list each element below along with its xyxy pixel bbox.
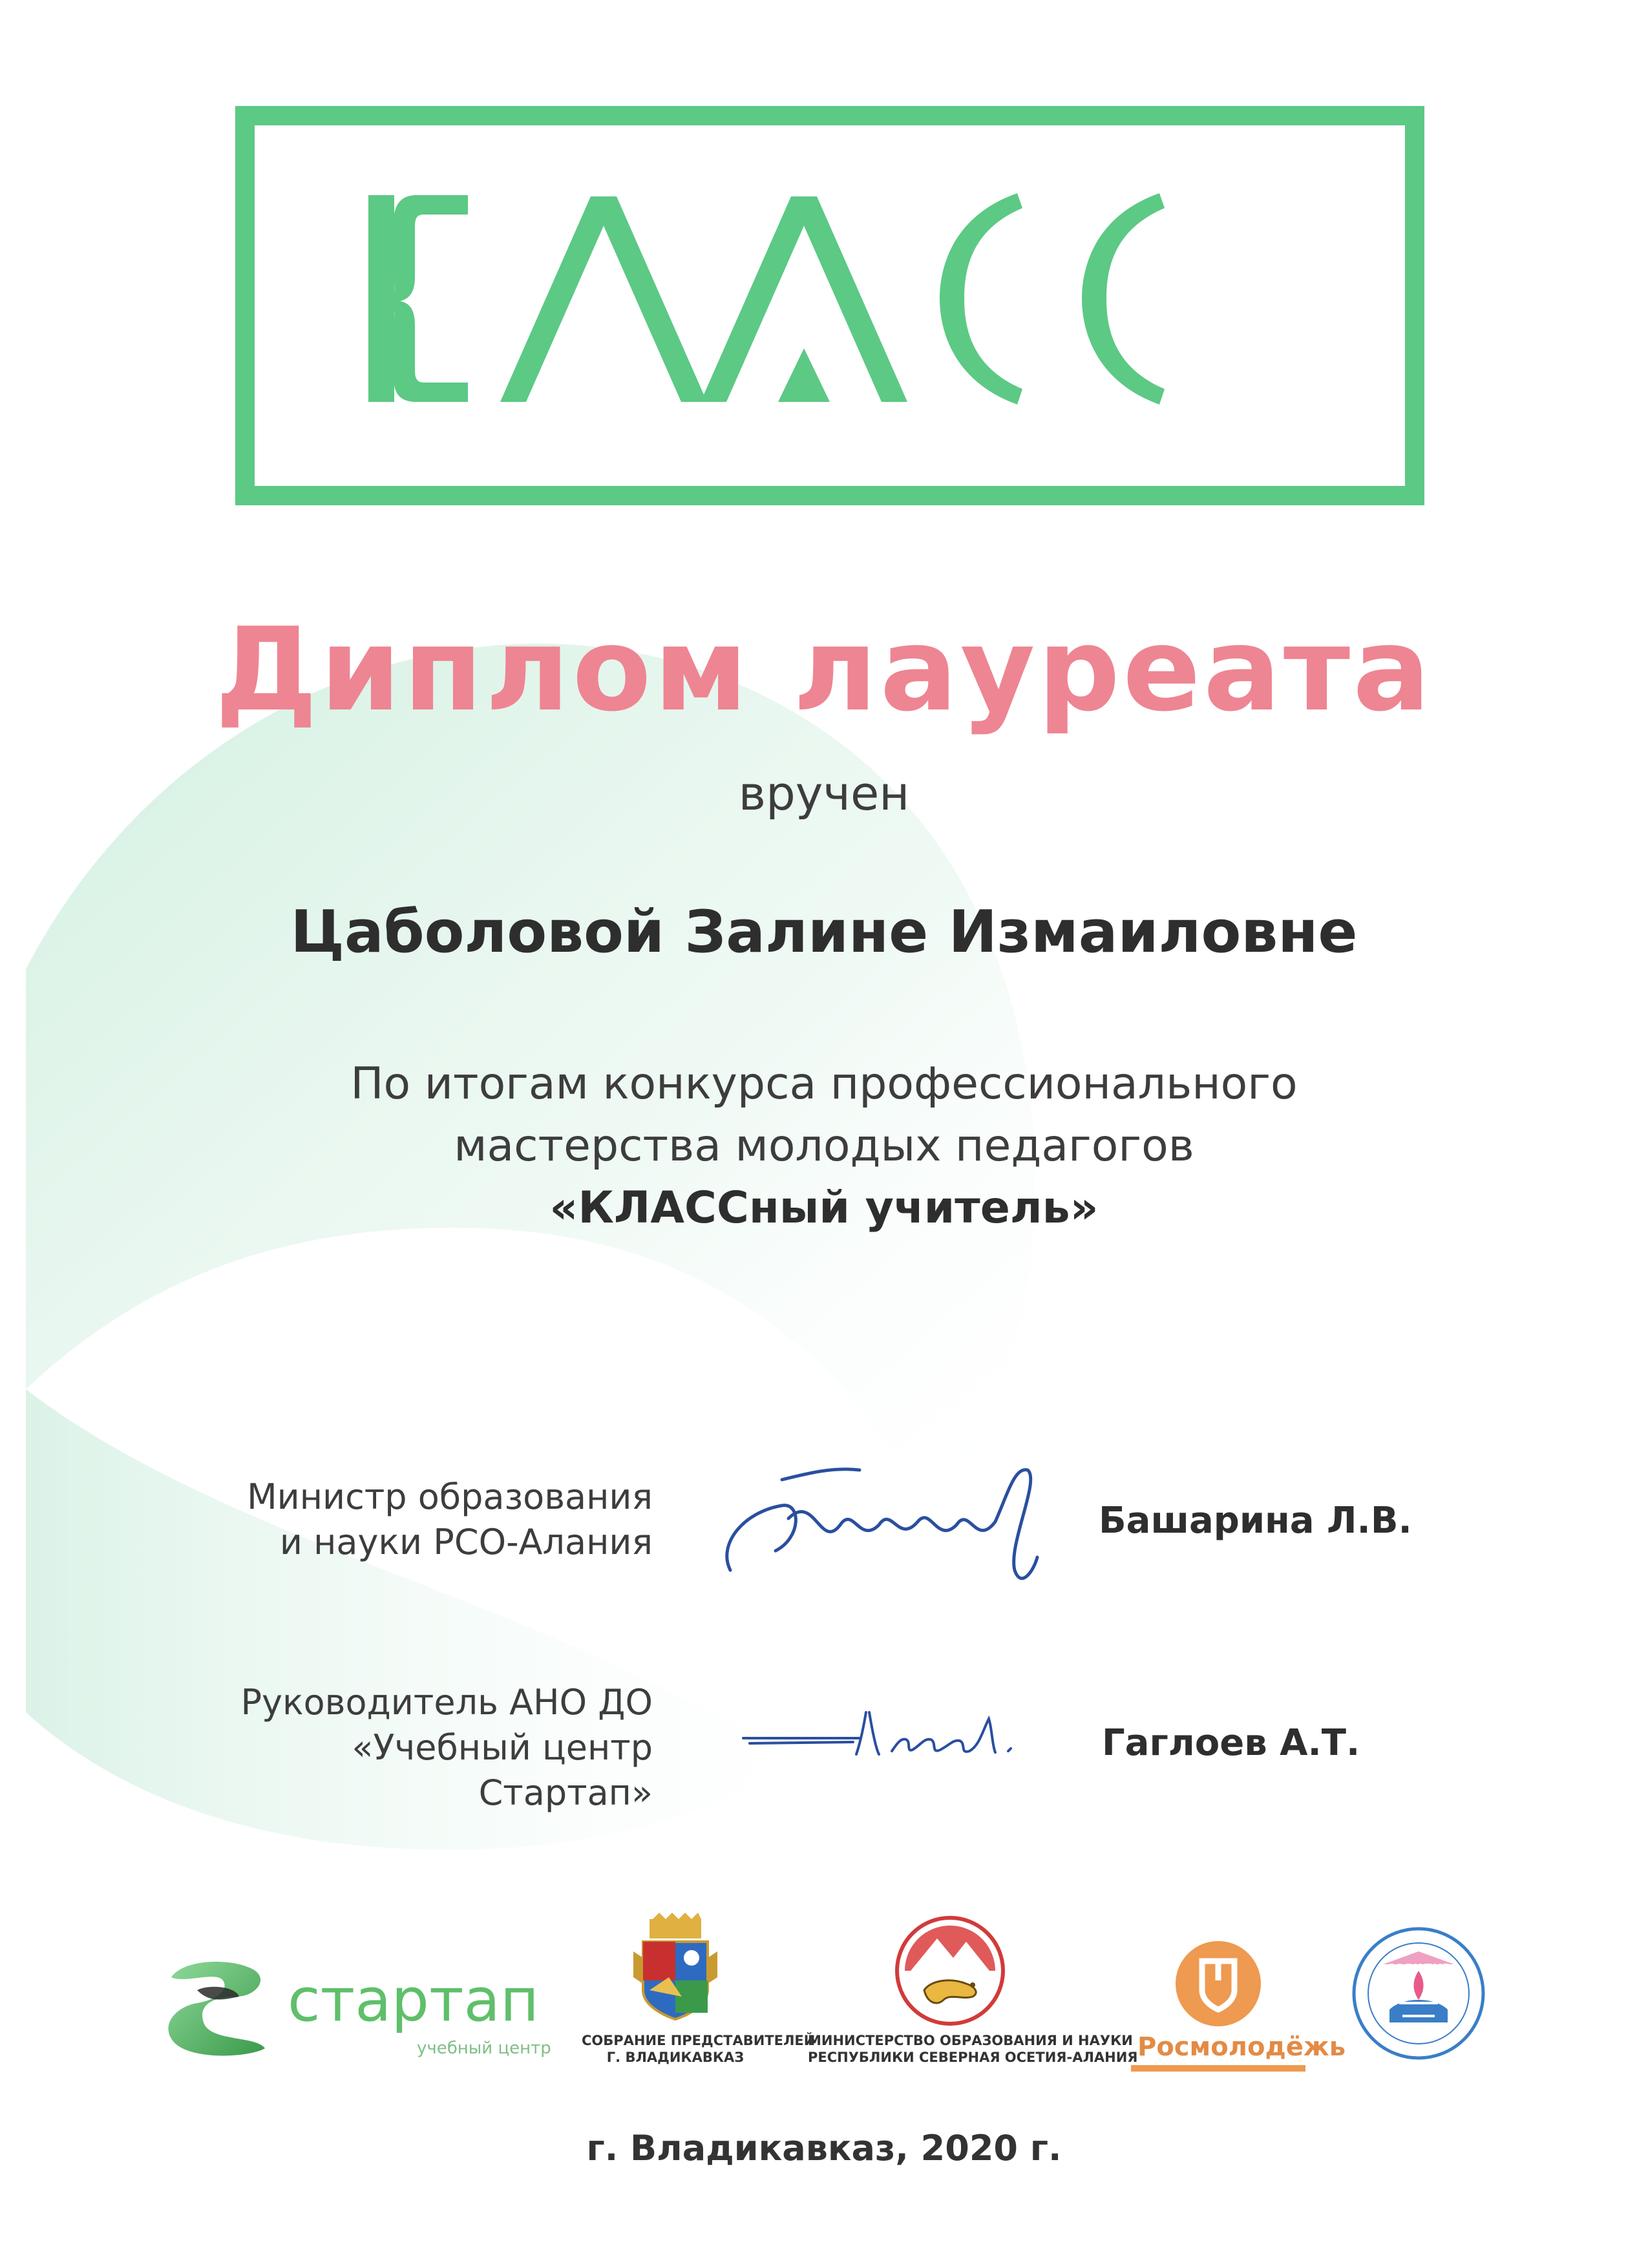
startap-logo [158, 1951, 553, 2068]
klass-logo [235, 106, 1424, 505]
footer-place-date: г. Владикавказ, 2020 г. [586, 2128, 1062, 2168]
signatory-2-name: Гаглоев А.Т. [1102, 1722, 1360, 1764]
ministry-caption-line-2: РЕСПУБЛИКИ СЕВЕРНАЯ ОСЕТИЯ-АЛАНИЯ [808, 2050, 1138, 2065]
signatory-1-name: Башарина Л.В. [1099, 1500, 1412, 1542]
klass-logo-letters [255, 125, 1405, 486]
partner-logos [0, 1913, 1648, 2081]
ministry-caption [808, 2032, 1138, 2066]
awarded-label: вручен [738, 766, 910, 821]
rosmolodezh-name: Росмолодёжь [1137, 2032, 1346, 2062]
signatory-1-position [246, 1475, 653, 1565]
rosmolodezh-shield-icon [1173, 1938, 1263, 2029]
vladikavkaz-caption-line-2: Г. ВЛАДИКАВКАЗ [606, 2050, 745, 2065]
diploma-title: Диплом лауреата [215, 603, 1433, 737]
startap-emblem-icon [158, 1951, 275, 2061]
vladikavkaz-caption-line-1: СОБРАНИЕ ПРЕДСТАВИТЕЛЕЙ [582, 2033, 816, 2048]
rosmolodezh-logo [1125, 1938, 1346, 2068]
rosmolodezh-underline [1131, 2065, 1305, 2072]
vladikavkaz-caption [582, 2032, 816, 2066]
recipient-name: Цаболовой Залине Измаиловне [290, 898, 1358, 966]
vladikavkaz-assembly-logo [582, 1913, 816, 2074]
signatory-2-position-line-2: «Учебный центр Стартап» [352, 1727, 653, 1813]
signatory-1-position-line-2: и науки РСО-Алания [279, 1522, 653, 1562]
ministry-logo [808, 1913, 1138, 2074]
startap-name: стартап [288, 1966, 540, 2035]
soripkro-name: СОРИПКРО [1386, 1962, 1461, 1975]
soripkro-logo [1351, 1926, 1493, 2068]
reason-line-1: По итогам конкурса профессионального [350, 1058, 1298, 1109]
signatory-2-position [181, 1680, 653, 1816]
ministry-emblem-icon [892, 1913, 1008, 2029]
signatory-2-position-line-1: Руководитель АНО ДО [240, 1682, 653, 1723]
signature-2 [737, 1693, 1034, 1770]
ministry-caption-line-1: МИНИСТЕРСТВО ОБРАЗОВАНИЯ И НАУКИ [808, 2033, 1133, 2048]
signatory-1-position-line-1: Министр образования [247, 1476, 653, 1517]
award-reason [0, 1053, 1648, 1239]
signature-1 [704, 1441, 1066, 1596]
reason-line-2: мастерства молодых педагогов [454, 1120, 1194, 1171]
soripkro-seal-icon [1351, 1926, 1486, 2061]
startap-subtitle: учебный центр [417, 2039, 551, 2058]
vladikavkaz-coat-of-arms-icon [630, 1913, 721, 2022]
contest-name: «КЛАССный учитель» [549, 1182, 1099, 1234]
